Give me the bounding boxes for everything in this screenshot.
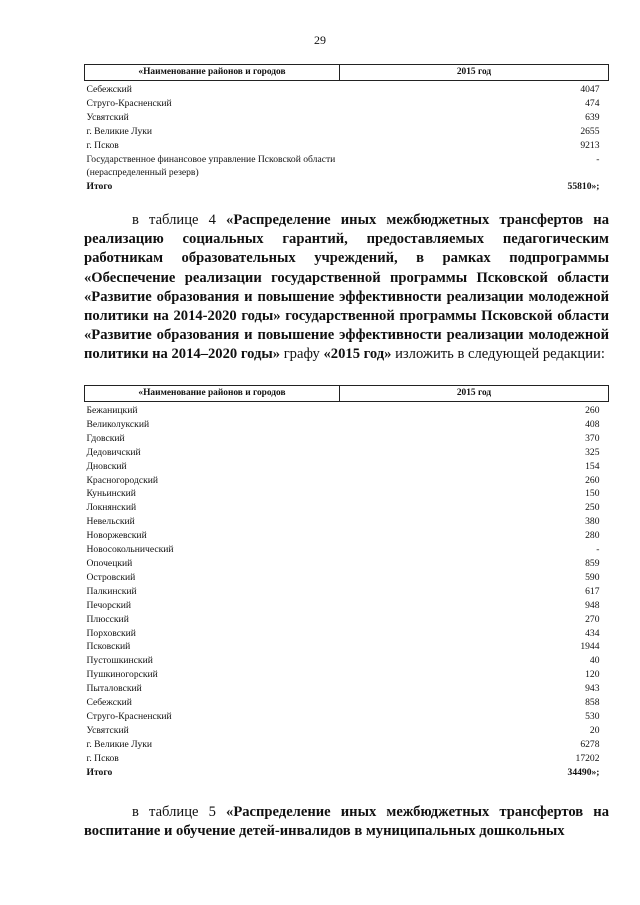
column-name: «2015 год» [323,346,392,363]
value-2015: 270 [585,613,600,625]
district-name: Палкинский [86,585,137,597]
value-2015: 250 [585,502,600,514]
table-body [85,81,609,195]
value-2015: 40 [589,655,600,667]
page-number: 29 [314,33,326,47]
district-name: г. Псков [86,139,119,151]
district-name: Дновский [86,460,127,472]
district-name: Усвятский [86,111,129,123]
total-label: Итого [86,766,113,778]
table-row [85,529,609,543]
table-row [85,418,609,432]
table-row [85,487,609,501]
value-2015: 859 [585,557,600,569]
value-2015: - [596,544,600,556]
table-row [85,599,609,613]
value-2015: 530 [585,710,600,722]
table-row [85,557,609,571]
district-name: Новосокольнический [86,544,174,556]
district-name: Невельский [86,516,135,528]
value-2015: - [596,153,600,165]
value-2015: 17202 [575,752,600,764]
district-name: Локнянский [86,502,137,514]
district-name: Себежский [86,84,132,95]
table-row [85,627,609,641]
table-row [85,710,609,724]
table-row [85,125,609,139]
district-name: г. Великие Луки [86,738,153,750]
district-name: Печорский [86,599,132,611]
value-2015: 20 [589,724,600,736]
value-2015: 260 [585,405,600,416]
table-4-title: «Распределение иных межбюджетных трансфертов на реализацию социальных гарантий, предоставляемых педагогическим работникам образовательных учреждений, в рамках подпрограммы «Обеспечение реализации государственной программы Псковской области «Развитие образования и повышение эффективности реализации молодежной политики на 2014-2020 годы» государственной программы Псковской области «Развитие образования и повышение эффективности реализации молодежной политики на 2014–2020 годы» [84,212,609,363]
value-2015: 408 [585,418,600,430]
value-2015: 858 [585,697,600,709]
district-name: Пыталовский [86,683,142,695]
value-2015: 590 [585,571,600,583]
header-year-2015: 2015 год [340,386,609,402]
value-2015: 150 [585,488,600,500]
value-2015: 6278 [580,738,600,750]
header-district-name: «Наименование районов и городов [85,386,340,402]
district-name: Порховский [86,627,136,639]
value-2015: 639 [585,111,600,123]
amendment-paragraph-table-5 [84,803,609,841]
table-row [85,474,609,488]
district-name: Куньинский [86,488,136,500]
table-row [85,446,609,460]
district-name: Опочецкий [86,557,133,569]
value-2015: 474 [585,97,600,109]
table-header-row [85,386,609,402]
table-row [85,543,609,557]
table-row [85,432,609,446]
table-row [85,571,609,585]
table-row [85,81,609,97]
value-2015: 120 [585,669,600,681]
value-2015: 325 [585,446,600,458]
table-row [85,585,609,599]
paragraph-lead: в таблице 5 [132,804,227,820]
value-2015: 4047 [580,84,600,95]
table-row [85,696,609,710]
value-2015: 260 [585,474,600,486]
district-name: г. Великие Луки [86,125,153,137]
value-2015: 2655 [580,125,600,137]
value-2015: 380 [585,516,600,528]
table-row [85,97,609,111]
value-2015: 434 [585,627,600,639]
table-row [85,724,609,738]
paragraph-tail: графу [280,346,324,363]
table-row [85,402,609,418]
total-value: 55810»; [567,181,600,193]
district-name: Красногородский [86,474,159,486]
district-name: Себежский [86,697,132,709]
header-district-name: «Наименование районов и городов [85,65,340,81]
district-name: Псковский [86,641,131,653]
table-row [85,613,609,627]
district-name: Усвятский [86,724,129,736]
district-name: Островский [86,571,136,583]
district-name: Плюсский [86,613,129,625]
amendment-paragraph-table-4 [84,211,609,365]
value-2015: 1944 [580,641,600,653]
district-name: Струго-Красненский [86,97,172,109]
table-5-title: «Распределение иных межбюджетных трансфертов на воспитание и обучение детей-инвалидов в муниципальных дошкольных [84,804,609,840]
table-row [85,668,609,682]
district-name: Дедовичский [86,446,141,458]
table-row [85,640,609,654]
district-name: г. Псков [86,752,119,764]
district-name: Пушкиногорский [86,669,158,681]
value-2015: 943 [585,683,600,695]
table-row [85,501,609,515]
total-row [85,180,609,194]
value-2015: 280 [585,530,600,542]
total-row [85,766,609,780]
paragraph-end: изложить в следующей редакции: [391,346,605,363]
table-row [85,682,609,696]
district-name: Струго-Красненский [86,710,172,722]
table-row [85,738,609,752]
district-name: Гдовский [86,432,125,444]
table-row [85,139,609,153]
district-name: Пустошкинский [86,655,153,667]
total-value: 34490»; [567,766,600,778]
table-row [85,515,609,529]
value-2015: 370 [585,432,600,444]
district-name: Великолукский [86,418,150,430]
distribution-table-4 [84,385,609,779]
district-name: Бежаницкий [86,405,138,416]
table-row [85,654,609,668]
table-row [85,153,609,181]
total-label: Итого [86,181,113,193]
paragraph-lead: в таблице 4 [132,212,227,228]
header-year-2015: 2015 год [340,65,609,81]
value-2015: 154 [585,460,600,472]
value-2015: 617 [585,585,600,597]
table-row [85,460,609,474]
value-2015: 9213 [580,139,600,151]
table-body [85,402,609,780]
table-row [85,111,609,125]
distribution-table-continued [84,64,609,194]
table-header-row [85,65,609,81]
table-row [85,752,609,766]
district-name: Новоржевский [86,530,147,542]
district-name: Государственное финансовое управление Псковской области (нераспределенный резерв) [86,153,336,179]
value-2015: 948 [585,599,600,611]
